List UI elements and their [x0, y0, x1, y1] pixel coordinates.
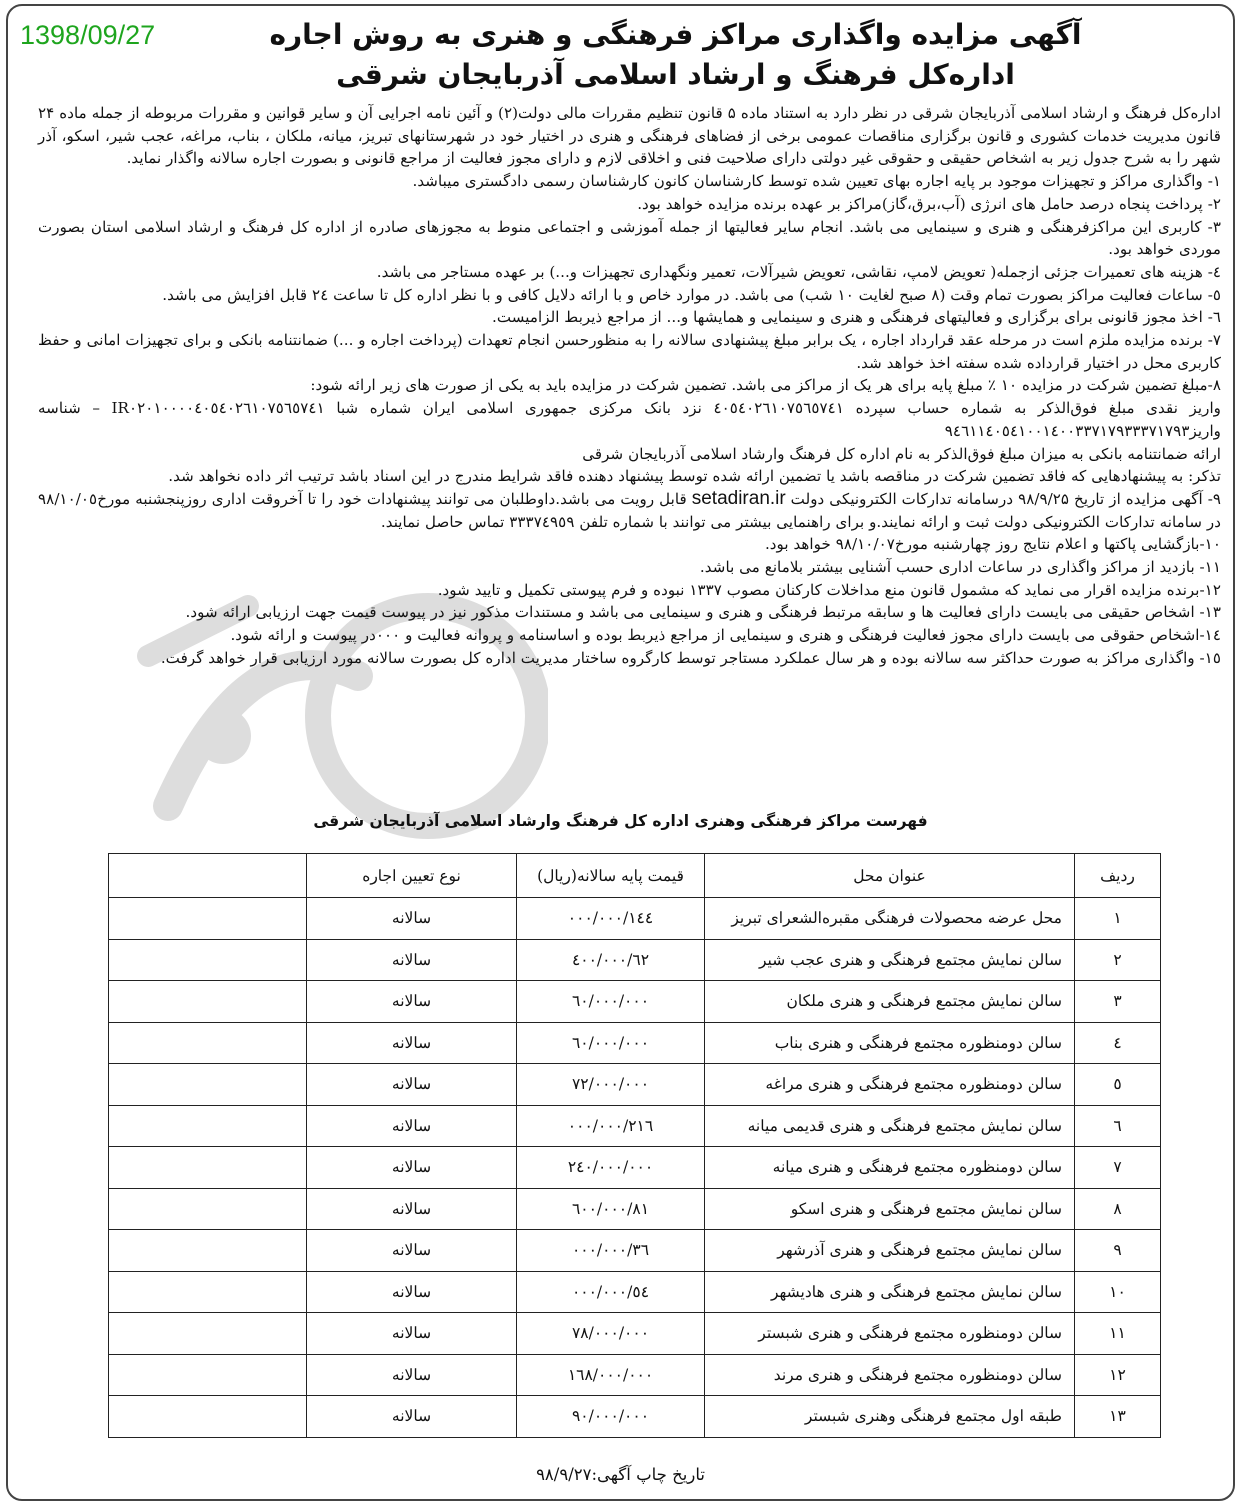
setadiran-site: setadiran.ir [691, 487, 786, 509]
publication-date-stamp: 1398/09/27 [20, 20, 156, 50]
row-price: ٦۰/۰۰۰/۰۰۰ [517, 1022, 705, 1064]
row-number: ۱۰ [1075, 1271, 1161, 1313]
table-row [109, 1022, 1161, 1064]
row-price: ۱٦۸/۰۰۰/۰۰۰ [517, 1354, 705, 1396]
row-price: ۷۲/۰۰۰/۰۰۰ [517, 1064, 705, 1106]
row-location: سالن نمایش مجتمع فرهنگی و هنری قدیمی میانه [705, 1105, 1075, 1147]
row-number: ۳ [1075, 981, 1161, 1023]
row-number: ٦ [1075, 1105, 1161, 1147]
row-extra [109, 1396, 307, 1438]
notice-subtitle: اداره‌کل فرهنگ و ارشاد اسلامی آذربایجان شرقی [336, 58, 1015, 91]
row-location: سالن نمایش مجتمع فرهنگی و هنری هادیشهر [705, 1271, 1075, 1313]
row-extra [109, 981, 307, 1023]
row-extra [109, 1313, 307, 1355]
row-price: ۸۱/٦۰۰/۰۰۰ [517, 1188, 705, 1230]
row-extra [109, 898, 307, 940]
notice-title: آگهی مزایده واگذاری مراکز فرهنگی و هنری به روش اجاره [269, 18, 1082, 51]
row-extra [109, 1147, 307, 1189]
row-extra [109, 1022, 307, 1064]
table-row [109, 1354, 1161, 1396]
row-location: محل عرضه محصولات فرهنگی مقبره‌الشعرای تبریز [705, 898, 1075, 940]
row-extra [109, 1354, 307, 1396]
clause-8: ۸-مبلغ تضمین شرکت در مزایده ۱۰ ٪ مبلغ پایه برای هر یک از مراکز می باشد. تضمین شرکت در مزایده باید به یکی از صورت های زیر ارائه شود: [310, 376, 1221, 395]
row-extra [109, 1105, 307, 1147]
row-rent-type: سالانه [307, 1313, 517, 1355]
row-price: ۷۸/۰۰۰/۰۰۰ [517, 1313, 705, 1355]
table-row [109, 1064, 1161, 1106]
table-row [109, 1396, 1161, 1438]
row-number: ۱۱ [1075, 1313, 1161, 1355]
row-rent-type: سالانه [307, 1105, 517, 1147]
row-price: ۳٦/۰۰۰/۰۰۰ [517, 1230, 705, 1272]
row-location: سالن نمایش مجتمع فرهنگی و هنری اسکو [705, 1188, 1075, 1230]
row-rent-type: سالانه [307, 981, 517, 1023]
header-location: عنوان محل [705, 854, 1075, 898]
row-location: سالن نمایش مجتمع فرهنگی و هنری ملکان [705, 981, 1075, 1023]
table-row [109, 1271, 1161, 1313]
intro-paragraph: اداره‌کل فرهنگ و ارشاد اسلامی آذربایجان شرقی در نظر دارد به استناد ماده ۵ قانون تنظیم مقررات مالی دولت(۲) و آئین نامه اجرایی آن و سایر قوانین و مقررات مربوطه از جمله ماده ۲۴ قانون مدیریت خدمات کشوری و قانون برگزاری مناقصات عمومی برخی از فضاهای فرهنگی و هنری در اختیار خود در شهرستانهای تبریز، میانه، ملکان ، بناب، مراغه، عجب شیر، اسکو، آذر شهر را به شرح جدول زیر به اشخاص حقیقی و حقوقی غیر دولتی دارای صلاحیت فنی و اخلاقی لازم و دارای مجوز فعالیت از مراجع قانونی و بصورت اجاره سالانه واگذار نماید. [38, 104, 1221, 168]
guarantee-line: ارائه ضمانتنامه بانکی به میزان مبلغ فوق‌الذکر به نام اداره کل فرهنگ وارشاد اسلامی آذربایجان شرقی [582, 444, 1221, 463]
row-rent-type: سالانه [307, 1188, 517, 1230]
table-row [109, 1147, 1161, 1189]
row-rent-type: سالانه [307, 1022, 517, 1064]
header-row-number: ردیف [1075, 854, 1161, 898]
table-row [109, 939, 1161, 981]
table-row [109, 1313, 1161, 1355]
row-number: ۱۲ [1075, 1354, 1161, 1396]
row-price: ٦۲/٤۰۰/۰۰۰ [517, 939, 705, 981]
table-row [109, 1188, 1161, 1230]
clause-9-end: قابل رویت می باشد.داوطلبان می توانند پیشنهادات خود را تا آخروقت اداری روزپنجشنبه مورخ۹۸/۱۰/۰٥ در سامانه تدارکات الکترونیکی دولت ثبت و ارائه نمایند.و برای راهنمایی بیشتر می توانند با شماره تلفن ۳۳۳۷٤۹٥۹ تماس حاصل نمایند. [38, 489, 1221, 531]
row-rent-type: سالانه [307, 1271, 517, 1313]
clause-11: ۱۱- بازدید از مراکز واگذاری در ساعات اداری حسب آشنایی بیشتر بلامانع می باشد. [699, 558, 1221, 577]
row-price: ۲۱٦/۰۰۰/۰۰۰ [517, 1105, 705, 1147]
clause-3: ۳- کاربری این مراکزفرهنگی و هنری و سینمایی می باشد. انجام سایر فعالیتها از جمله آموزشی و اجتماعی منوط به مجوزهای صادره از اداره کل فرهنگ و ارشاد اسلامی استان بصورت موردی خواهد بود. [38, 217, 1221, 259]
note-line: تذکر: به پیشنهادهایی که فاقد تضمین شرکت در مناقصه باشد یا تضمین ارائه شده توسط پیشنهاد دهنده فاقد شرایط مندرج در این اسناد باشد ترتیب اثر داده نخواهد شد. [168, 467, 1221, 486]
row-extra [109, 1230, 307, 1272]
row-rent-type: سالانه [307, 1147, 517, 1189]
row-price: ۲٤۰/۰۰۰/۰۰۰ [517, 1147, 705, 1189]
table-row [109, 1105, 1161, 1147]
row-location: سالن دومنظوره مجتمع فرهنگی و هنری مرند [705, 1354, 1075, 1396]
row-price: ۹۰/۰۰۰/۰۰۰ [517, 1396, 705, 1438]
row-location: سالن دومنظوره مجتمع فرهنگی و هنری بناب [705, 1022, 1075, 1064]
clause-6: ٦- اخذ مجوز قانونی برای برگزاری و فعالیتهای فرهنگی و هنری و سینمایی و همایشها و... از مراجع ذیربط الزامیست. [492, 308, 1221, 327]
row-rent-type: سالانه [307, 1354, 517, 1396]
clause-12: ۱۲-برنده مزایده اقرار می نماید که مشمول قانون منع مداخلات کارکنان مصوب ۱۳۳۷ نبوده و فرم پیوستی تکمیل و تایید شود. [437, 580, 1221, 599]
row-price: ٦۰/۰۰۰/۰۰۰ [517, 981, 705, 1023]
row-number: ۱ [1075, 898, 1161, 940]
table-title: فهرست مراکز فرهنگی وهنری اداره کل فرهنگ وارشاد اسلامی آذربایجان شرقی [313, 812, 928, 830]
clause-10: ۱۰-بازگشایی پاکتها و اعلام نتایج روز چهارشنبه مورخ۹۸/۱۰/۰۷ خواهد بود. [764, 535, 1221, 554]
print-date: تاریخ چاپ آگهی:۹۸/۹/۲۷ [536, 1465, 705, 1484]
clause-14: ۱٤-اشخاص حقوقی می بایست دارای مجوز فعالیت فرهنگی و هنری و سینمایی از مراجع ذیربط بوده و اساسنامه و پروانه فعالیت و ۰۰۰در پیوست و ارائه شود. [230, 626, 1221, 645]
table-row [109, 898, 1161, 940]
row-rent-type: سالانه [307, 1064, 517, 1106]
row-rent-type: سالانه [307, 1396, 517, 1438]
table-header-row [109, 854, 1161, 898]
row-number: ۲ [1075, 939, 1161, 981]
row-price: ۱٤٤/۰۰۰/۰۰۰ [517, 898, 705, 940]
table-row [109, 981, 1161, 1023]
clause-13: ۱۳- اشخاص حقیقی می بایست دارای فعالیت ها و سابقه مرتبط فرهنگی و هنری و سینمایی می باشد و مستندات مذکور نیز در پیوست قیمت جهت ارزیابی ارائه شود. [185, 603, 1221, 622]
clause-1: ۱- واگذاری مراکز و تجهیزات موجود بر پایه اجاره بهای تعیین شده توسط کارشناسان کانون کارشناسان رسمی دادگستری میباشد. [412, 172, 1221, 191]
deposit-line: واریز نقدی مبلغ فوق‌الذکر به شماره حساب سپرده ٤٠٥٤٠٢٦١٠٧٥٦٥٧٤١ نزد بانک مرکزی جمهوری اسلامی ایران شماره شبا IR۰۲۰۱۰۰۰۰٤٠٥٤٠٢٦١٠٧٥٦٥٧٤١ – شناسه واریز۹٤٦١١٤٠٥٤١٠٠١٤٠٠٣٣٧١٧۹٣٣٣٧١٧۹٣ [38, 399, 1221, 440]
clause-7: ۷- برنده مزایده ملزم است در مرحله عقد قرارداد اجاره ، یک برابر مبلغ پیشنهادی سالانه را به منظورحسن انجام تعهدات (پرداخت اجاره و ...) ضمانتنامه بانکی و برای تجهیزات امانی و حفظ کاربری محل در اختیار قرارداده شده سفته اخذ خواهد شد. [38, 331, 1221, 372]
row-number: ٤ [1075, 1022, 1161, 1064]
row-location: سالن دومنظوره مجتمع فرهنگی و هنری مراغه [705, 1064, 1075, 1106]
header-price: قیمت پایه سالانه(ریال) [517, 854, 705, 898]
row-rent-type: سالانه [307, 1230, 517, 1272]
row-location: سالن نمایش مجتمع فرهنگی و هنری عجب شیر [705, 939, 1075, 981]
header-rent-type: نوع تعیین اجاره [307, 854, 517, 898]
row-location: طبقه اول مجتمع فرهنگی وهنری شبستر [705, 1396, 1075, 1438]
centers-table [108, 853, 1161, 1438]
row-price: ٥٤/۰۰۰/۰۰۰ [517, 1271, 705, 1313]
row-number: ۱۳ [1075, 1396, 1161, 1438]
clause-15: ۱٥- واگذاری مراکز به صورت حداکثر سه سالانه بوده و هر سال عملکرد مستاجر توسط کارگروه ساختار مدیریت اداره کل بصورت سالانه مورد ارزیابی قرار خواهد گرفت. [160, 648, 1221, 667]
row-extra [109, 1188, 307, 1230]
row-extra [109, 1271, 307, 1313]
row-number: ۷ [1075, 1147, 1161, 1189]
header-extra [109, 854, 307, 898]
row-location: سالن دومنظوره مجتمع فرهنگی و هنری میانه [705, 1147, 1075, 1189]
notice-frame [6, 4, 1235, 1501]
row-extra [109, 939, 307, 981]
clause-5: ٥- ساعات فعالیت مراکز بصورت تمام وقت (۸ صبح لغایت ۱۰ شب) می باشد. در موارد خاص و با ارائه دلایل کافی و با نظر اداره کل تا ساعت ۲٤ قابل افزایش می باشد. [162, 285, 1221, 304]
clause-9-start: ۹- آگهی مزایده از تاریخ ۹۸/۹/۲۵ درسامانه تدارکات الکترونیکی دولت [785, 489, 1221, 508]
clause-2: ۲- پرداخت پنجاه درصد حامل های انرژی (آب،برق،گاز)مراکز بر عهده برنده مزایده خواهد بود. [637, 194, 1221, 213]
table-body [109, 898, 1161, 1438]
clause-4: ٤- هزینه های تعمیرات جزئی ازجمله( تعویض لامپ، نقاشی، تعویض شیرآلات، تعمیر ونگهداری تجهیزات و...) بر عهده مستاجر می باشد. [376, 262, 1221, 281]
row-number: ۸ [1075, 1188, 1161, 1230]
row-location: سالن نمایش مجتمع فرهنگی و هنری آذرشهر [705, 1230, 1075, 1272]
clause-9 [38, 488, 1221, 533]
row-number: ٥ [1075, 1064, 1161, 1106]
table-row [109, 1230, 1161, 1272]
row-rent-type: سالانه [307, 939, 517, 981]
row-number: ۹ [1075, 1230, 1161, 1272]
row-rent-type: سالانه [307, 898, 517, 940]
row-location: سالن دومنظوره مجتمع فرهنگی و هنری شبستر [705, 1313, 1075, 1355]
row-extra [109, 1064, 307, 1106]
notice-body [38, 102, 1221, 670]
